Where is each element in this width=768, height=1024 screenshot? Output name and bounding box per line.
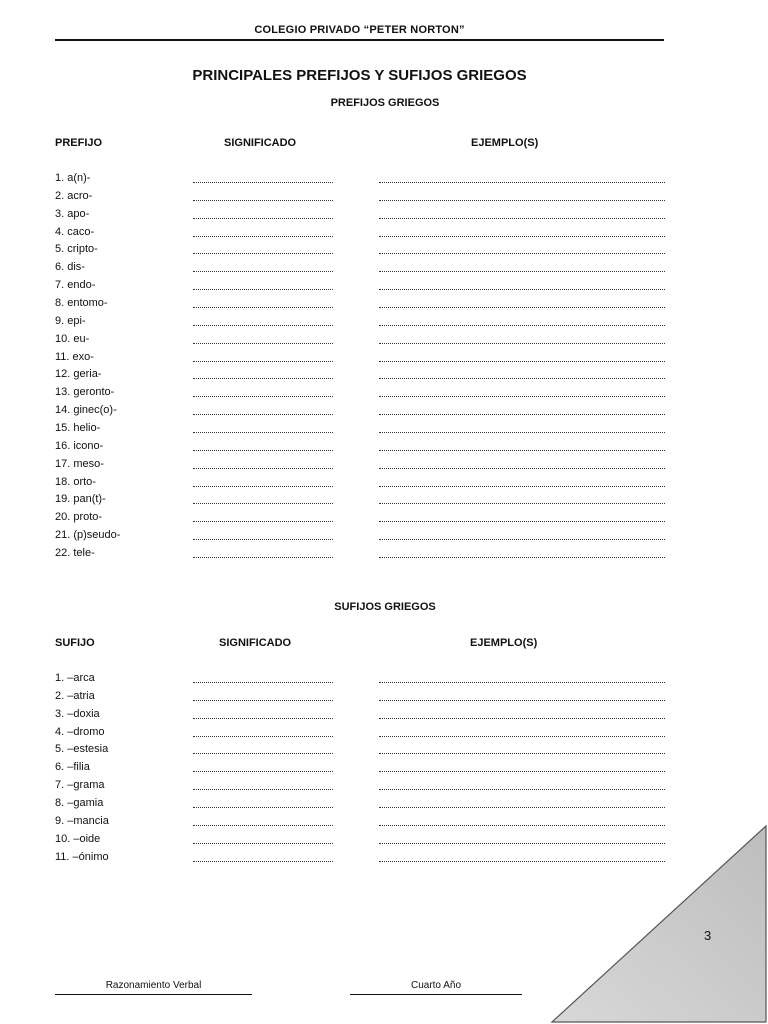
prefixes-heading: PREFIJOS GRIEGOS xyxy=(330,97,440,109)
examples-blank xyxy=(379,200,665,201)
examples-blank xyxy=(379,700,665,701)
prefix-row-label: 16. icono- xyxy=(55,439,104,452)
meaning-blank xyxy=(193,396,333,397)
prefix-row-label: 10. eu- xyxy=(55,332,90,345)
corner-triangle-decoration xyxy=(550,824,768,1024)
suffixes-heading: SUFIJOS GRIEGOS xyxy=(334,601,436,613)
examples-blank xyxy=(379,450,665,451)
prefix-row-label: 3. apo- xyxy=(55,207,90,220)
meaning-blank xyxy=(193,789,333,790)
examples-blank xyxy=(379,271,665,272)
prefix-row-label: 20. proto- xyxy=(55,511,103,524)
prefix-row-label: 21. (p)seudo- xyxy=(55,529,121,542)
meaning-blank xyxy=(193,807,333,808)
examples-blank xyxy=(379,753,665,754)
prefix-row-label: 14. ginec(o)- xyxy=(55,404,117,417)
suffix-row-label: 11. –ónimo xyxy=(55,850,109,863)
examples-blank xyxy=(379,378,665,379)
meaning-blank xyxy=(193,343,333,344)
suffix-row-label: 6. –filia xyxy=(55,761,90,774)
meaning-blank xyxy=(193,521,333,522)
suffix-row-label: 7. –grama xyxy=(55,779,105,792)
examples-blank xyxy=(379,253,665,254)
prefixes-col-item: PREFIJO xyxy=(55,137,103,149)
prefix-row-label: 6. dis- xyxy=(55,261,85,274)
meaning-blank xyxy=(193,432,333,433)
meaning-blank xyxy=(193,539,333,540)
suffix-row-label: 1. –arca xyxy=(55,672,95,684)
meaning-blank xyxy=(193,325,333,326)
meaning-blank xyxy=(193,218,333,219)
suffix-row-label: 5. –estesia xyxy=(55,743,109,756)
prefix-row-label: 13. geronto- xyxy=(55,386,115,399)
examples-blank xyxy=(379,432,665,433)
prefixes-col-meaning: SIGNIFICADO xyxy=(224,137,297,149)
examples-blank xyxy=(379,396,665,397)
prefix-row-label: 8. entomo- xyxy=(55,297,108,310)
prefix-row-label: 11. exo- xyxy=(55,350,94,363)
meaning-blank xyxy=(193,825,333,826)
meaning-blank xyxy=(193,843,333,844)
header-rule xyxy=(55,39,664,41)
examples-blank xyxy=(379,771,665,772)
meaning-blank xyxy=(193,468,333,469)
prefix-row-label: 18. orto- xyxy=(55,475,96,488)
page-title: PRINCIPALES PREFIJOS Y SUFIJOS GRIEGOS xyxy=(192,67,527,84)
prefix-row-label: 4. caco- xyxy=(55,225,95,238)
page-number: 3 xyxy=(704,928,712,943)
suffix-row-label: 2. –atria xyxy=(55,689,95,702)
suffixes-col-examples: EJEMPLO(S) xyxy=(470,637,538,649)
examples-blank xyxy=(379,289,665,290)
meaning-blank xyxy=(193,414,333,415)
examples-blank xyxy=(379,682,665,683)
examples-blank xyxy=(379,807,665,808)
prefix-row-label: 22. tele- xyxy=(55,547,95,560)
examples-blank xyxy=(379,521,665,522)
meaning-blank xyxy=(193,753,333,754)
examples-blank xyxy=(379,557,665,558)
meaning-blank xyxy=(193,682,333,683)
examples-blank xyxy=(379,414,665,415)
examples-blank xyxy=(379,503,665,504)
meaning-blank xyxy=(193,718,333,719)
meaning-blank xyxy=(193,736,333,737)
school-name: COLEGIO PRIVADO “PETER NORTON” xyxy=(254,24,465,36)
examples-blank xyxy=(379,325,665,326)
suffix-row-label: 10. –oide xyxy=(55,832,101,845)
examples-blank xyxy=(379,468,665,469)
footer-grade: Cuarto Año xyxy=(350,979,522,995)
examples-blank xyxy=(379,539,665,540)
examples-blank xyxy=(379,182,665,183)
prefix-row-label: 17. meso- xyxy=(55,457,104,470)
suffixes-col-item: SUFIJO xyxy=(55,637,95,649)
examples-blank xyxy=(379,736,665,737)
meaning-blank xyxy=(193,361,333,362)
meaning-blank xyxy=(193,450,333,451)
prefix-row-label: 19. pan(t)- xyxy=(55,493,106,506)
examples-blank xyxy=(379,789,665,790)
prefix-row-label: 5. cripto- xyxy=(55,243,98,256)
meaning-blank xyxy=(193,253,333,254)
examples-blank xyxy=(379,361,665,362)
meaning-blank xyxy=(193,307,333,308)
suffix-row-label: 3. –doxia xyxy=(55,707,100,720)
meaning-blank xyxy=(193,557,333,558)
meaning-blank xyxy=(193,771,333,772)
meaning-blank xyxy=(193,378,333,379)
prefix-row-label: 12. geria- xyxy=(55,368,102,381)
meaning-blank xyxy=(193,236,333,237)
prefixes-col-examples: EJEMPLO(S) xyxy=(471,137,539,149)
meaning-blank xyxy=(193,503,333,504)
prefix-row-label: 2. acro- xyxy=(55,189,93,202)
meaning-blank xyxy=(193,289,333,290)
meaning-blank xyxy=(193,200,333,201)
examples-blank xyxy=(379,486,665,487)
meaning-blank xyxy=(193,700,333,701)
footer-course: Razonamiento Verbal xyxy=(55,979,252,995)
examples-blank xyxy=(379,307,665,308)
examples-blank xyxy=(379,343,665,344)
suffix-row-label: 4. –dromo xyxy=(55,725,105,738)
examples-blank xyxy=(379,236,665,237)
suffix-row-label: 8. –gamia xyxy=(55,797,104,810)
meaning-blank xyxy=(193,861,333,862)
meaning-blank xyxy=(193,182,333,183)
examples-blank xyxy=(379,718,665,719)
prefix-row-label: 1. a(n)- xyxy=(55,172,91,184)
meaning-blank xyxy=(193,486,333,487)
prefix-row-label: 9. epi- xyxy=(55,314,86,327)
suffix-row-label: 9. –mancia xyxy=(55,814,109,827)
prefix-row-label: 15. helio- xyxy=(55,422,101,435)
suffixes-col-meaning: SIGNIFICADO xyxy=(219,637,292,649)
examples-blank xyxy=(379,218,665,219)
meaning-blank xyxy=(193,271,333,272)
prefix-row-label: 7. endo- xyxy=(55,279,96,292)
